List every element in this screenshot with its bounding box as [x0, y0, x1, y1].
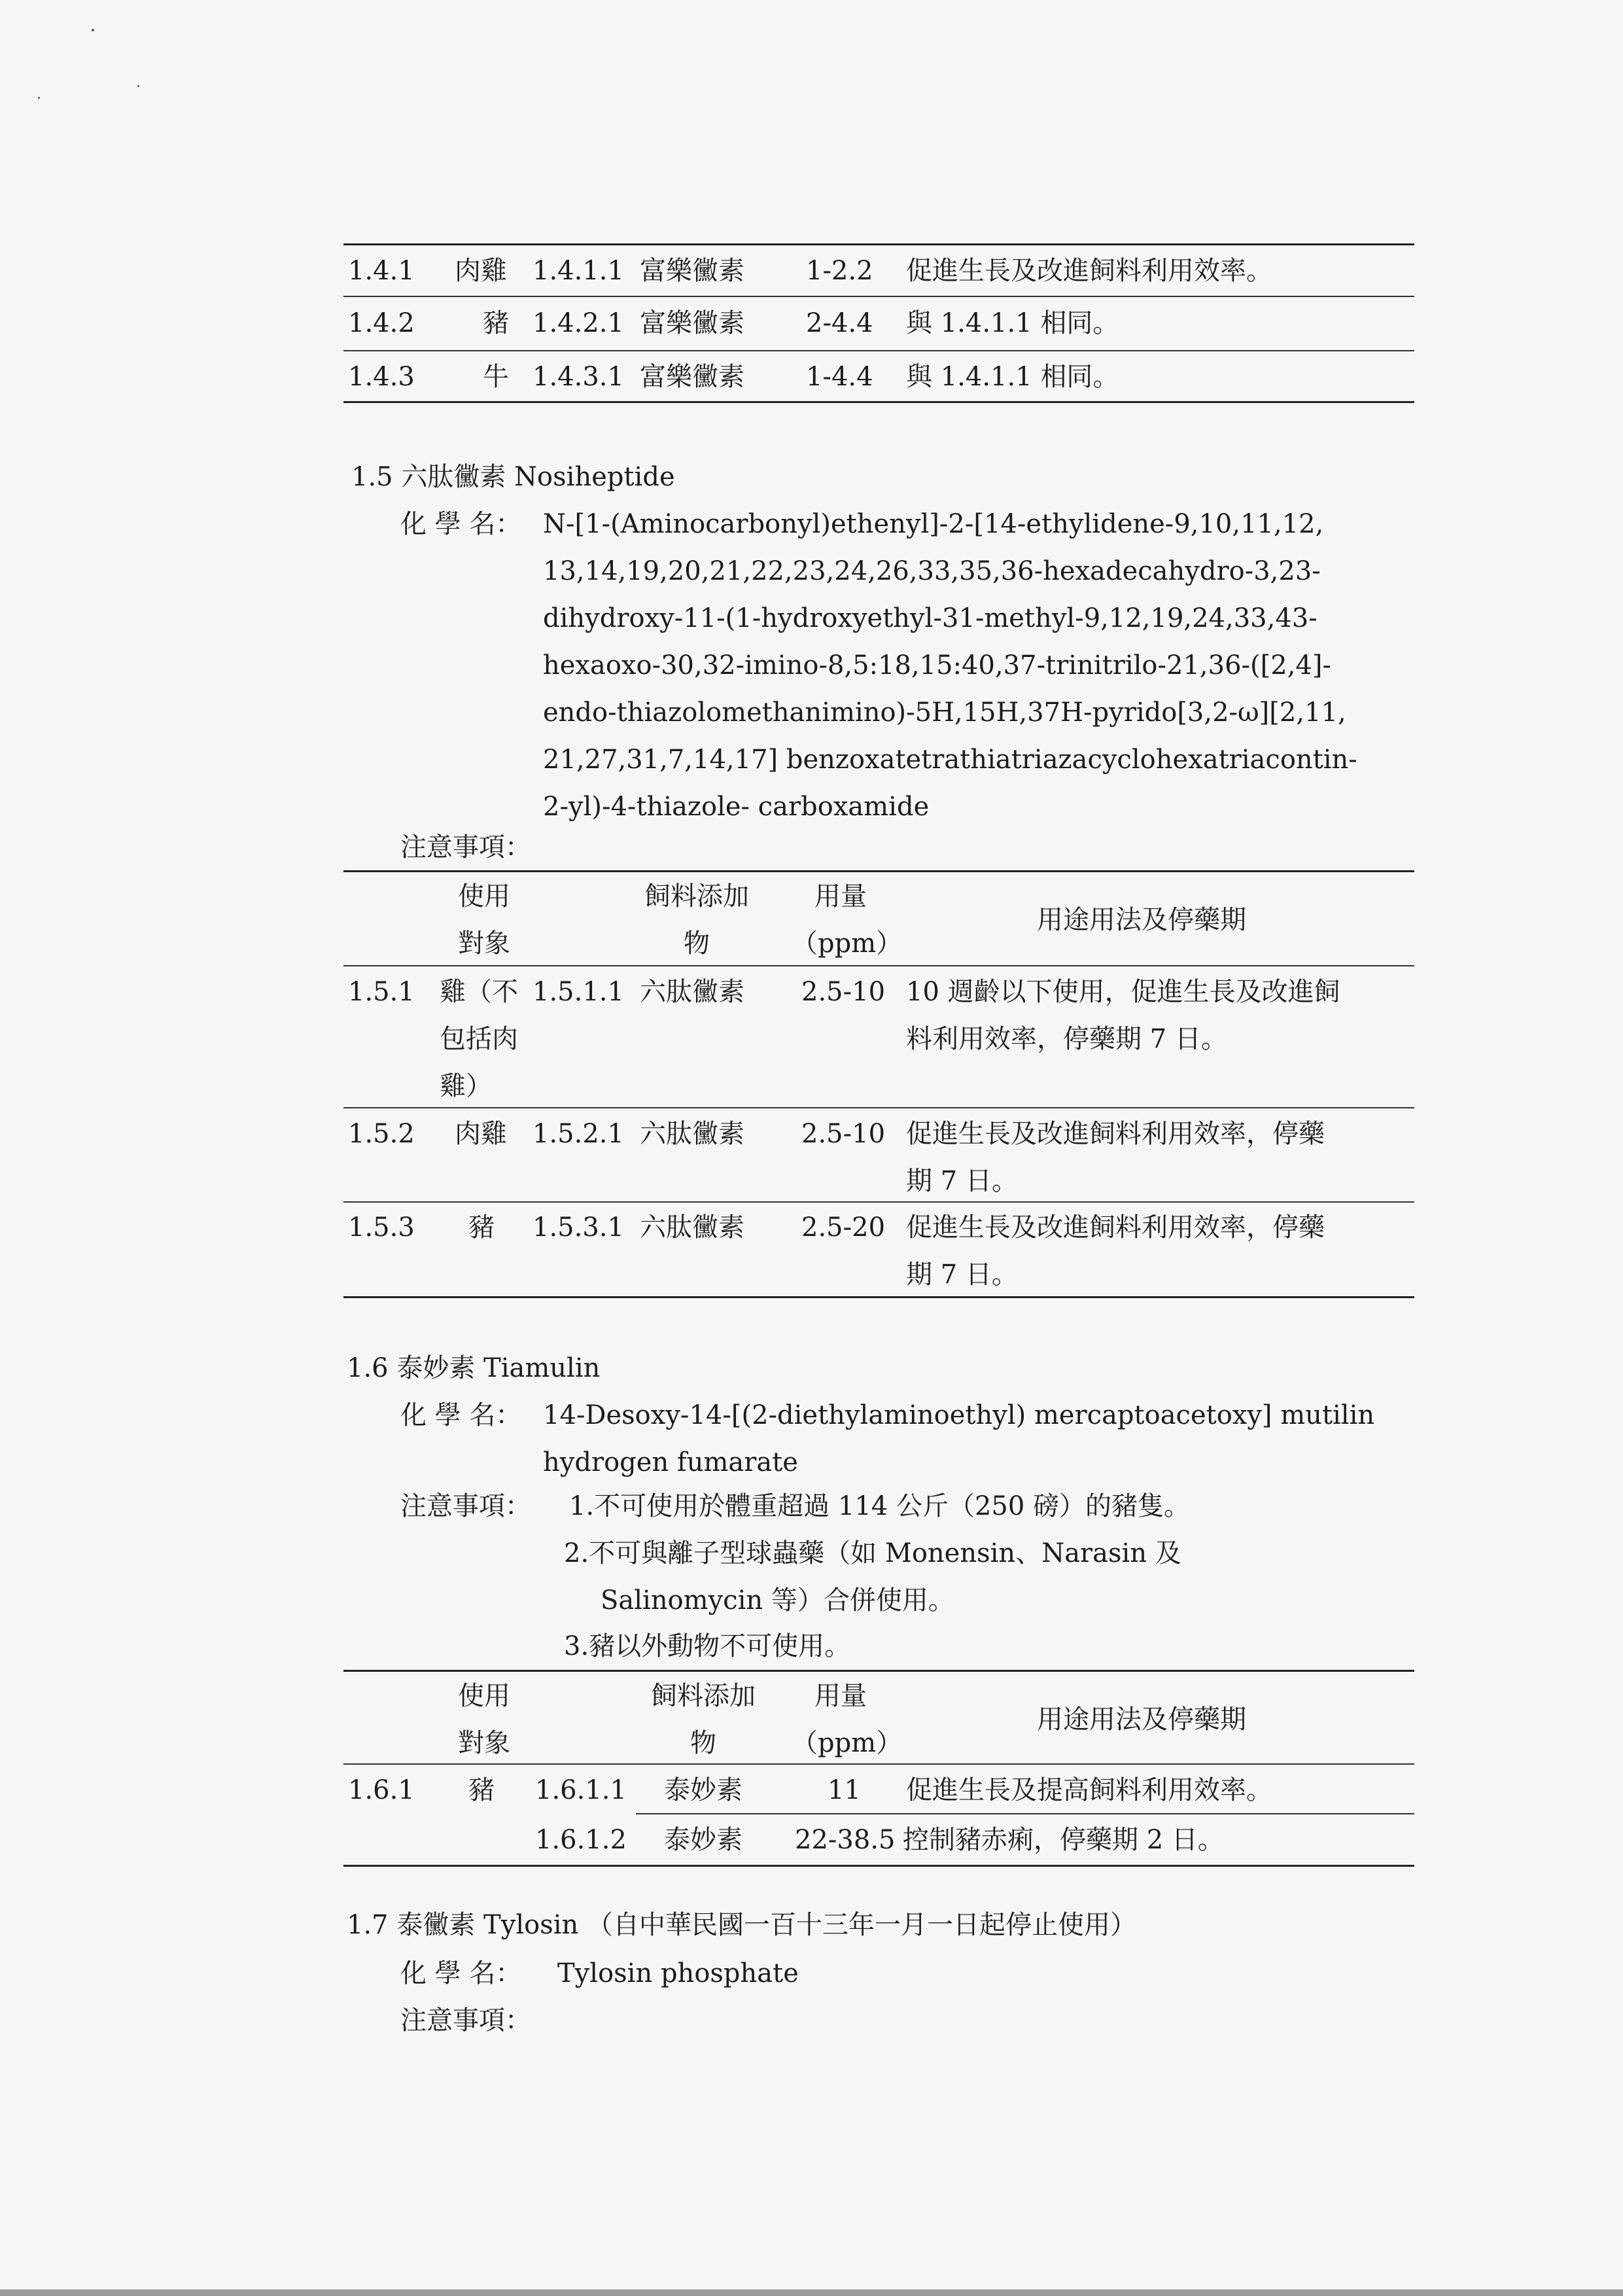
row-usage: 控制豬赤痢，停藥期 2 日。 [903, 1825, 1224, 1855]
row-additive: 泰妙素 [664, 1825, 742, 1855]
row-additive: 富樂黴素 [640, 362, 744, 392]
row-usage: 促進生長及改進飼料利用效率。 [906, 256, 1272, 286]
row-target: 肉雞 [455, 256, 507, 286]
row-usage-line: 期 7 日。 [906, 1260, 1018, 1290]
chemical-name-line: 14-Desoxy-14-[(2-diethylaminoethyl) mercaptoacetoxy] mutilin [543, 1400, 1375, 1430]
row-dose: 1-2.2 [806, 256, 873, 286]
table-rule [343, 243, 1414, 245]
chemical-name-line: hexaoxo-30,32-imino-8,5:18,15:40,37-trinitrilo-21,36-([2,4]- [543, 650, 1331, 680]
row-number: 1.5.2 [348, 1119, 415, 1149]
row-target: 豬 [483, 308, 509, 338]
notes-label: 注意事項： [400, 832, 531, 862]
row-additive: 六肽黴素 [640, 1119, 744, 1149]
header-target [432, 1672, 536, 1767]
table-rule [343, 1763, 1414, 1765]
row-target-line: 雞） [440, 1071, 492, 1101]
table-rule [343, 870, 1414, 872]
row-target-line: 豬 [468, 1212, 495, 1243]
row-usage [906, 1110, 1325, 1205]
row-additive: 泰妙素 [664, 1775, 742, 1805]
row-usage-line: 10 週齡以下使用，促進生長及改進飼 [906, 977, 1340, 1007]
row-sub-number: 1.5.1.1 [532, 977, 624, 1007]
scan-speck [92, 29, 94, 31]
row-target-line: 雞（不 [440, 977, 518, 1007]
row-usage: 與 1.4.1.1 相同。 [906, 362, 1119, 392]
row-sub-number: 1.4.1.1 [532, 256, 624, 286]
notes-label: 注意事項： [400, 1491, 531, 1521]
row-usage [906, 1204, 1325, 1298]
row-dose: 22-38.5 [795, 1825, 896, 1855]
header-text: （ppm） [792, 1728, 903, 1758]
table-rule [343, 1865, 1414, 1867]
chemical-name [543, 1392, 1374, 1486]
row-sub-number: 1.5.2.1 [532, 1119, 624, 1149]
scan-speck [38, 97, 40, 99]
row-usage [906, 968, 1340, 1063]
header-target [432, 873, 536, 967]
row-usage: 與 1.4.1.1 相同。 [906, 308, 1119, 338]
chemical-name-label: 化 學 名： [400, 1958, 522, 1988]
header-additive [638, 1672, 769, 1767]
row-target: 牛 [483, 362, 509, 392]
row-sub-number: 1.4.2.1 [532, 308, 624, 338]
row-usage-line: 期 7 日。 [906, 1166, 1018, 1196]
notes-label: 注意事項： [400, 2005, 531, 2036]
table-rule [636, 1813, 1414, 1814]
row-additive: 富樂黴素 [640, 256, 744, 286]
note-item: 3.豬以外動物不可使用。 [564, 1631, 851, 1661]
header-text: 用量 [814, 1681, 867, 1711]
table-rule [343, 965, 1414, 966]
chemical-name-line: 2-yl)-4-thiazole- carboxamide [543, 792, 930, 822]
row-sub-number: 1.5.3.1 [532, 1212, 624, 1243]
row-sub-number: 1.6.1.1 [535, 1775, 627, 1805]
row-number: 1.4.1 [348, 256, 415, 286]
chemical-name-line: N-[1-(Aminocarbonyl)ethenyl]-2-[14-ethylidene-9,10,11,12, [543, 509, 1324, 539]
header-text: （ppm） [792, 928, 903, 959]
chemical-name-line: endo-thiazolomethanimino)-5H,15H,37H-pyrido[3,2-ω][2,11, [543, 698, 1346, 728]
row-dose: 11 [828, 1775, 861, 1805]
row-dose: 2.5-10 [801, 1119, 886, 1149]
header-text: 對象 [458, 1728, 510, 1758]
header-additive [631, 873, 762, 967]
row-target: 豬 [468, 1775, 495, 1805]
row-target [440, 968, 518, 1110]
row-usage-line: 促進生長及改進飼料利用效率，停藥 [906, 1119, 1325, 1149]
row-target-line: 肉雞 [455, 1119, 507, 1149]
row-number: 1.6.1 [348, 1775, 415, 1805]
header-text: 物 [690, 1728, 716, 1758]
section-title: 1.7 泰黴素 Tylosin （自中華民國一百十三年一月一日起停止使用） [347, 1910, 1136, 1940]
row-usage-line: 促進生長及改進飼料利用效率，停藥 [906, 1212, 1325, 1243]
header-text: 對象 [458, 928, 510, 959]
table-rule [343, 350, 1414, 351]
chemical-name-line: 13,14,19,20,21,22,23,24,26,33,35,36-hexadecahydro-3,23- [543, 556, 1321, 586]
row-target-line: 包括肉 [440, 1024, 518, 1054]
table-rule [343, 1201, 1414, 1203]
chemical-name-label: 化 學 名： [400, 1400, 522, 1430]
row-additive: 六肽黴素 [640, 1212, 744, 1243]
chemical-name [543, 501, 1357, 830]
header-text: 飼料添加 [651, 1681, 756, 1711]
header-text: 用量 [814, 881, 867, 911]
row-usage: 促進生長及提高飼料利用效率。 [906, 1775, 1272, 1805]
row-usage-line: 料利用效率，停藥期 7 日。 [906, 1024, 1227, 1054]
row-target [455, 1110, 507, 1157]
header-dose [792, 1672, 903, 1767]
table-rule [343, 1670, 1414, 1672]
header-text: 使用 [458, 1681, 510, 1711]
table-rule [343, 1296, 1414, 1298]
scan-speck [137, 85, 139, 87]
table-rule [343, 401, 1414, 403]
header-dose [792, 873, 903, 967]
row-number: 1.4.2 [348, 308, 415, 338]
header-text: 使用 [458, 881, 510, 911]
header-text: 飼料添加 [644, 881, 749, 911]
row-dose: 1-4.4 [806, 362, 873, 392]
table-rule [343, 1107, 1414, 1108]
row-sub-number: 1.6.1.2 [535, 1825, 627, 1855]
row-number: 1.5.1 [348, 977, 415, 1007]
note-item: 2.不可與離子型球蟲藥（如 Monensin、Narasin 及 [564, 1538, 1181, 1568]
chemical-name-line: hydrogen fumarate [543, 1447, 798, 1477]
section-title: 1.5 六肽黴素 Nosiheptide [351, 462, 675, 492]
note-item: 1.不可使用於體重超過 114 公斤（250 磅）的豬隻。 [569, 1491, 1191, 1521]
row-dose: 2-4.4 [806, 308, 873, 338]
chemical-name-label: 化 學 名： [400, 509, 522, 539]
row-dose: 2.5-20 [801, 1212, 886, 1243]
row-sub-number: 1.4.3.1 [532, 362, 624, 392]
section-title: 1.6 泰妙素 Tiamulin [347, 1353, 601, 1383]
chemical-name: Tylosin phosphate [557, 1958, 799, 1988]
row-number: 1.4.3 [348, 362, 415, 392]
row-additive: 富樂黴素 [640, 308, 744, 338]
header-text: 物 [684, 928, 710, 959]
row-number: 1.5.3 [348, 1212, 415, 1243]
table-rule [343, 296, 1414, 297]
chemical-name-line: 21,27,31,7,14,17] benzoxatetrathiatriazacyclohexatriacontin- [543, 745, 1357, 775]
row-additive: 六肽黴素 [640, 977, 744, 1007]
note-item: Salinomycin 等）合併使用。 [601, 1585, 954, 1616]
header-usage: 用途用法及停藥期 [1037, 905, 1246, 935]
scan-edge [0, 2289, 1623, 2296]
header-usage: 用途用法及停藥期 [1037, 1704, 1246, 1735]
row-target [468, 1204, 495, 1251]
chemical-name-line: dihydroxy-11-(1-hydroxyethyl-31-methyl-9,12,19,24,33,43- [543, 603, 1318, 633]
row-dose: 2.5-10 [801, 977, 886, 1007]
